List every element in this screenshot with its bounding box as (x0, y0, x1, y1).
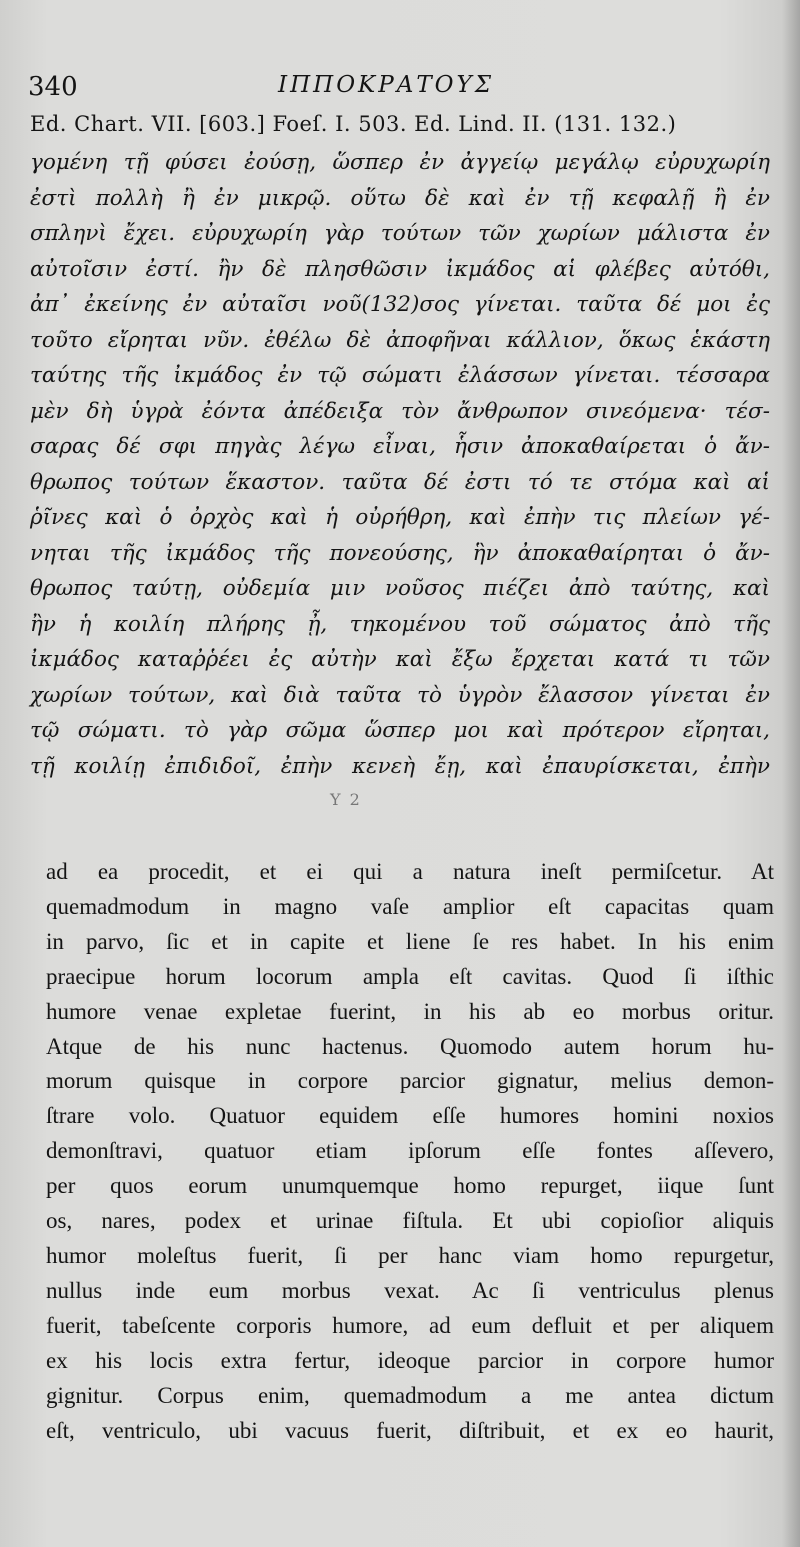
greek-text-line: σαρας δέ σφι πηγὰς λέγω εἶναι, ἧσιν ἀποκαθαίρεται ὁ ἄν- (30, 434, 770, 459)
latin-text-line: eſt, ventriculo, ubi vacuus fuerit, diſtribuit, et ex eo haurit, (46, 1417, 774, 1443)
latin-text-line: fuerit, tabeſcente corporis humore, ad eum defluit et per aliquem (46, 1312, 774, 1338)
greek-text-line: γομένη τῇ φύσει ἐούσῃ, ὥσπερ ἐν ἀγγείῳ μεγάλῳ εὐρυχωρίη (30, 150, 770, 175)
greek-text-line: τῷ σώματι. τὸ γὰρ σῶμα ὥσπερ μοι καὶ πρότερον εἴρηται, (30, 718, 770, 743)
latin-text-line: praecipue horum locorum ampla eſt cavitas. Quod ſi iſthic (46, 963, 774, 989)
greek-text-line: ῥῖνες καὶ ὁ ὀρχὸς καὶ ἡ οὐρήθρη, καὶ ἐπὴν τις πλείων γέ- (30, 505, 770, 530)
greek-text-line: νηται τῆς ἰκμάδος τῆς πονεούσης, ἣν ἀποκαθαίρηται ὁ ἄν- (30, 540, 770, 566)
greek-text-line: ταύτης τῆς ἰκμάδος ἐν τῷ σώματι ἐλάσσων γίνεται. τέσσαρα (30, 363, 770, 388)
greek-text-line: ἀπ᾽ ἐκείνης ἐν αὐταῖσι νοῦ(132)σος γίνεται. ταῦτα δέ μοι ἐς (30, 292, 770, 317)
greek-text-line: αὐτοῖσιν ἐστί. ἢν δὲ πλησθῶσιν ἰκμάδος αἱ φλέβες αὐτόθι, (30, 256, 770, 282)
greek-text-line: μὲν δὴ ὑγρὰ ἐόντα ἀπέδειξα τὸν ἄνθρωπον σινεόμενα· τέσ- (30, 398, 770, 424)
greek-text-line: σπληνὶ ἔχει. εὐρυχωρίη γὰρ τούτων τῶν χωρίων μάλιστα ἐν (30, 221, 770, 246)
running-title: ΙΠΠΟΚΡΑΤΟΥΣ (278, 72, 494, 98)
greek-text-line: ἰκμάδος καταῤῥέει ἐς αὐτὴν καὶ ἔξω ἔρχεται κατά τι τῶν (30, 647, 770, 672)
greek-text-line: χωρίων τούτων, καὶ διὰ ταῦτα τὸ ὑγρὸν ἔλασσον γίνεται ἐν (30, 682, 770, 708)
greek-text-line: ἐστὶ πολλὴ ἢ ἐν μικρῷ. οὕτω δὲ καὶ ἐν τῇ κεφαλῇ ἢ ἐν (30, 185, 770, 211)
latin-text-line: ad ea procedit, et ei qui a natura ineſt permiſcetur. At (46, 859, 774, 884)
page-header (28, 70, 770, 106)
latin-text-line: ex his locis extra fertur, ideoque parcior in corpore humor (46, 1347, 774, 1373)
greek-text-block (30, 145, 770, 784)
latin-text-line: Atque de his nunc hactenus. Quomodo autem horum hu- (46, 1033, 774, 1059)
greek-text-line: θρωπος τούτων ἕκαστον. ταῦτα δέ ἐστι τό τε στόμα καὶ αἱ (30, 469, 770, 495)
latin-text-line: humore venae expletae fuerint, in his ab eo morbus oritur. (46, 998, 774, 1024)
latin-text-line: per quos eorum unumquemque homo repurget, iique ſunt (46, 1173, 774, 1199)
latin-text-line: ſtrare volo. Quatuor equidem eſſe humores homini noxios (46, 1103, 774, 1129)
latin-text-line: humor moleſtus fuerit, ſi per hanc viam homo repurgetur, (46, 1242, 774, 1268)
page-number: 340 (28, 72, 78, 102)
greek-text-line: θρωπος ταύτῃ, οὐδεμία μιν νοῦσος πιέζει ἀπὸ ταύτης, καὶ (30, 576, 770, 601)
latin-text-line: gignitur. Corpus enim, quemadmodum a me antea dictum (46, 1382, 774, 1408)
greek-text-line: τῇ κοιλίῃ ἐπιδιδοῖ, ἐπὴν κενεὴ ἔῃ, καὶ ἐπαυρίσκεται, ἐπὴν (30, 753, 770, 779)
edition-reference-line: Ed. Chart. VII. [603.] Foeſ. I. 503. Ed. Lind. II. (131. 132.) (30, 112, 677, 136)
latin-text-line: demonſtravi, quatuor etiam ipſorum eſſe fontes aſſevero, (46, 1138, 774, 1164)
latin-text-line: quemadmodum in magno vaſe amplior eſt capacitas quam (46, 893, 774, 919)
latin-text-line: os, nares, podex et urinae fiſtula. Et ubi copioſior aliquis (46, 1208, 774, 1234)
latin-text-line: morum quisque in corpore parcior gignatur, melius demon- (46, 1068, 774, 1094)
latin-text-line: in parvo, ſic et in capite et liene ſe res habet. In his enim (46, 928, 774, 954)
latin-text-line: nullus inde eum morbus vexat. Ac ſi ventriculus plenus (46, 1277, 774, 1303)
greek-text-line: ἢν ἡ κοιλίη πλήρης ᾖ, τηκομένου τοῦ σώματος ἀπὸ τῆς (30, 611, 770, 637)
latin-translation-block (46, 855, 774, 1448)
page-edge-shadow (782, 0, 800, 1547)
signature-mark: Y 2 (330, 790, 362, 809)
greek-text-line: τοῦτο εἴρηται νῦν. ἐθέλω δὲ ἀποφῆναι κάλλιον, ὅκως ἑκάστη (30, 327, 770, 353)
